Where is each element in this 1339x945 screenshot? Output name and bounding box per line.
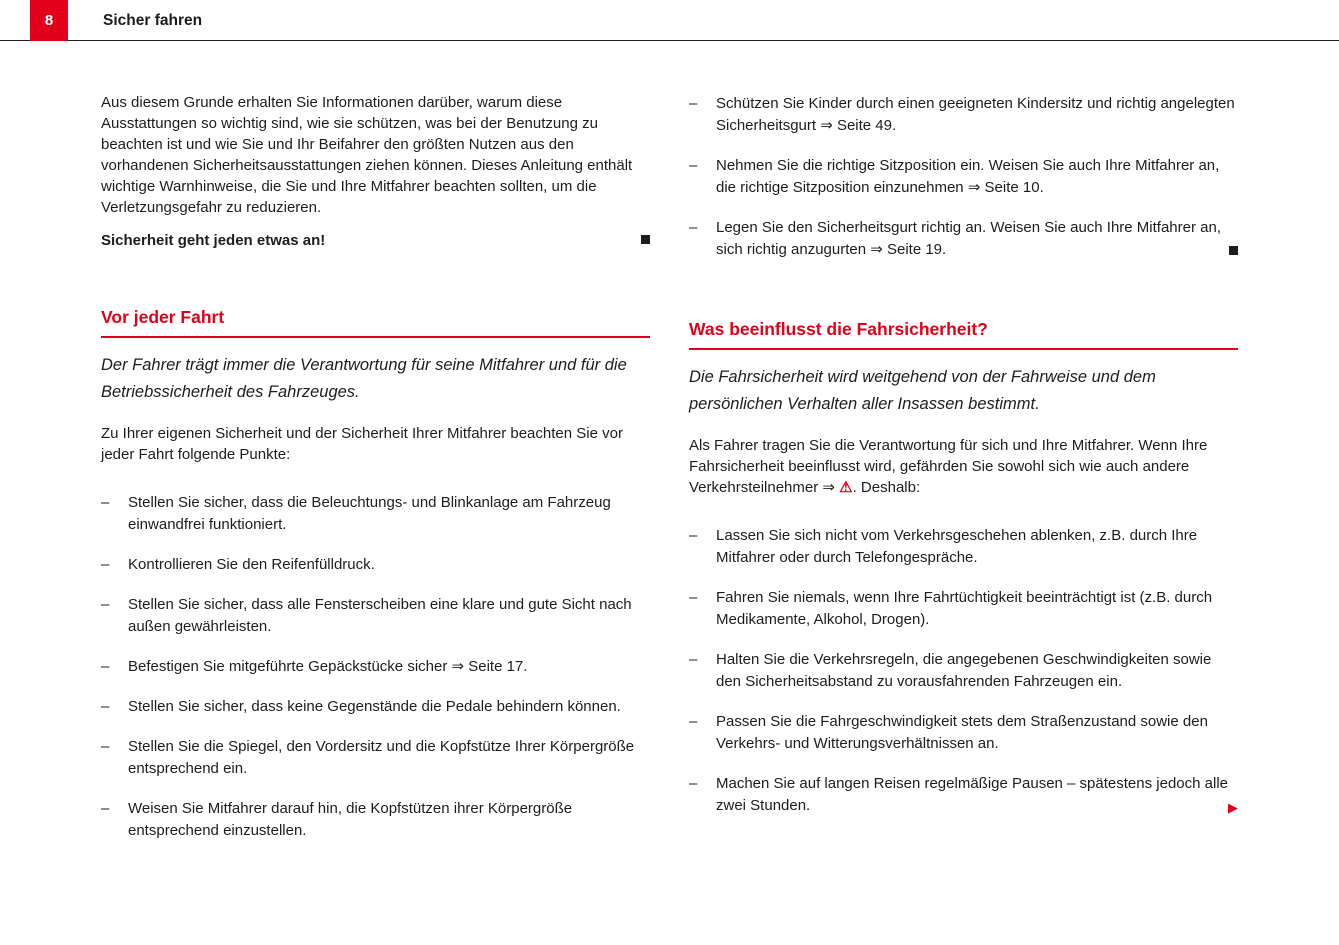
chapter-title: Sicher fahren [103, 11, 203, 29]
section-lead-italic: Die Fahrsicherheit wird weitgehend von der Fahrweise und dem persönlichen Verhalten aller Insassen bestimmt. [689, 368, 1156, 413]
right-column [689, 41, 1238, 835]
intro-paragraph: Aus diesem Grunde erhalten Sie Informationen darüber, warum diese Ausstattungen so wichtig sind, wie sie schützen, was bei der Benutzung zu beachten ist und wie Sie und Ihr Beifahrer den größten Nutzen aus den vorhandenen Sicherheitsausstattungen ziehen können. Dieses Anleitung enthält wichtige Warnhinweise, die Sie und Ihre Mitfahrer beachten sollten, um die Verletzungsgefahr zu reduzieren. [101, 94, 633, 216]
list-item: – Halten Sie die Verkehrsregeln, die angegebenen Geschwindigkeiten sowie den Sicherheitsabstand zu vorausfahrenden Fahrzeugen ein. [689, 649, 1238, 693]
bold-note-text: Sicherheit geht jeden etwas an! [101, 232, 326, 249]
page-number: 8 [44, 12, 54, 29]
section-intro-text-after: . Deshalb: [852, 479, 921, 496]
section-intro-text-before: Als Fahrer tragen Sie die Verantwortung für sich und Ihre Mitfahrer. Wenn Ihre Fahrsicherheit beeinflusst wird, gefährden Sie sowohl sich wie auch andere Verkehrsteilnehmer ⇒ [689, 437, 1208, 496]
page-header [0, 0, 1339, 41]
list-item-text: Machen Sie auf langen Reisen regelmäßige Pausen – spätestens jedoch alle zwei Stunden. [716, 775, 1228, 814]
list-item [689, 773, 1238, 817]
page-number-badge [30, 0, 68, 41]
list-item: – Fahren Sie niemals, wenn Ihre Fahrtüchtigkeit beeinträchtigt ist (z.B. durch Medikamente, Alkohol, Drogen). [689, 587, 1238, 631]
list-item: – Befestigen Sie mitgeführte Gepäckstücke sicher ⇒ Seite 17. [101, 656, 650, 678]
list-item: – Stellen Sie sicher, dass alle Fensterscheiben eine klare und gute Sicht nach außen gewährleisten. [101, 594, 650, 638]
list-item: – Stellen Sie sicher, dass keine Gegenstände die Pedale behindern können. [101, 696, 650, 718]
section-intro [689, 435, 1238, 498]
list-item: – Weisen Sie Mitfahrer darauf hin, die Kopfstützen ihrer Körpergröße entsprechend einzustellen. [101, 798, 650, 842]
section-lead-italic: Der Fahrer trägt immer die Verantwortung für seine Mitfahrer und für die Betriebssicherheit des Fahrzeuges. [101, 356, 627, 401]
list-item: – Nehmen Sie die richtige Sitzposition ein. Weisen Sie auch Ihre Mitfahrer an, die richtige Sitzposition einzunehmen ⇒ Seite 10. [689, 155, 1238, 199]
bold-note [101, 230, 650, 251]
list-item-text: Legen Sie den Sicherheitsgurt richtig an. Weisen Sie auch Ihre Mitfahrer an, sich richtig anzugurten ⇒ Seite 19. [716, 219, 1222, 258]
list-item: – Passen Sie die Fahrgeschwindigkeit stets dem Straßenzustand sowie den Verkehrs- und Witterungsverhältnissen an. [689, 711, 1238, 755]
section-end-square-icon [641, 235, 650, 244]
continuation-arrow-icon: ▶ [1228, 800, 1238, 815]
section-heading-fahrsicherheit: Was beeinflusst die Fahrsicherheit? [689, 319, 1238, 350]
list-item: – Schützen Sie Kinder durch einen geeigneten Kindersitz und richtig angelegten Sicherheitsgurt ⇒ Seite 49. [689, 93, 1238, 137]
warning-triangle-icon: ⚠ [839, 479, 853, 496]
list-item [689, 217, 1238, 261]
list-item: – Stellen Sie die Spiegel, den Vordersitz und die Kopfstütze Ihrer Körpergröße entsprechend ein. [101, 736, 650, 780]
left-column [101, 41, 650, 860]
checklist-before-driving [101, 492, 650, 842]
section-end-square-icon [1229, 246, 1238, 255]
section-intro: Zu Ihrer eigenen Sicherheit und der Sicherheit Ihrer Mitfahrer beachten Sie vor jeder Fahrt folgende Punkte: [101, 425, 623, 463]
list-item: – Stellen Sie sicher, dass die Beleuchtungs- und Blinkanlage am Fahrzeug einwandfrei funktioniert. [101, 492, 650, 536]
list-item: – Lassen Sie sich nicht vom Verkehrsgeschehen ablenken, z.B. durch Ihre Mitfahrer oder durch Telefongespräche. [689, 525, 1238, 569]
section-heading-vor-jeder-fahrt: Vor jeder Fahrt [101, 307, 650, 338]
checklist-driving-safety [689, 525, 1238, 817]
checklist-continued [689, 93, 1238, 261]
list-item: – Kontrollieren Sie den Reifenfülldruck. [101, 554, 650, 576]
